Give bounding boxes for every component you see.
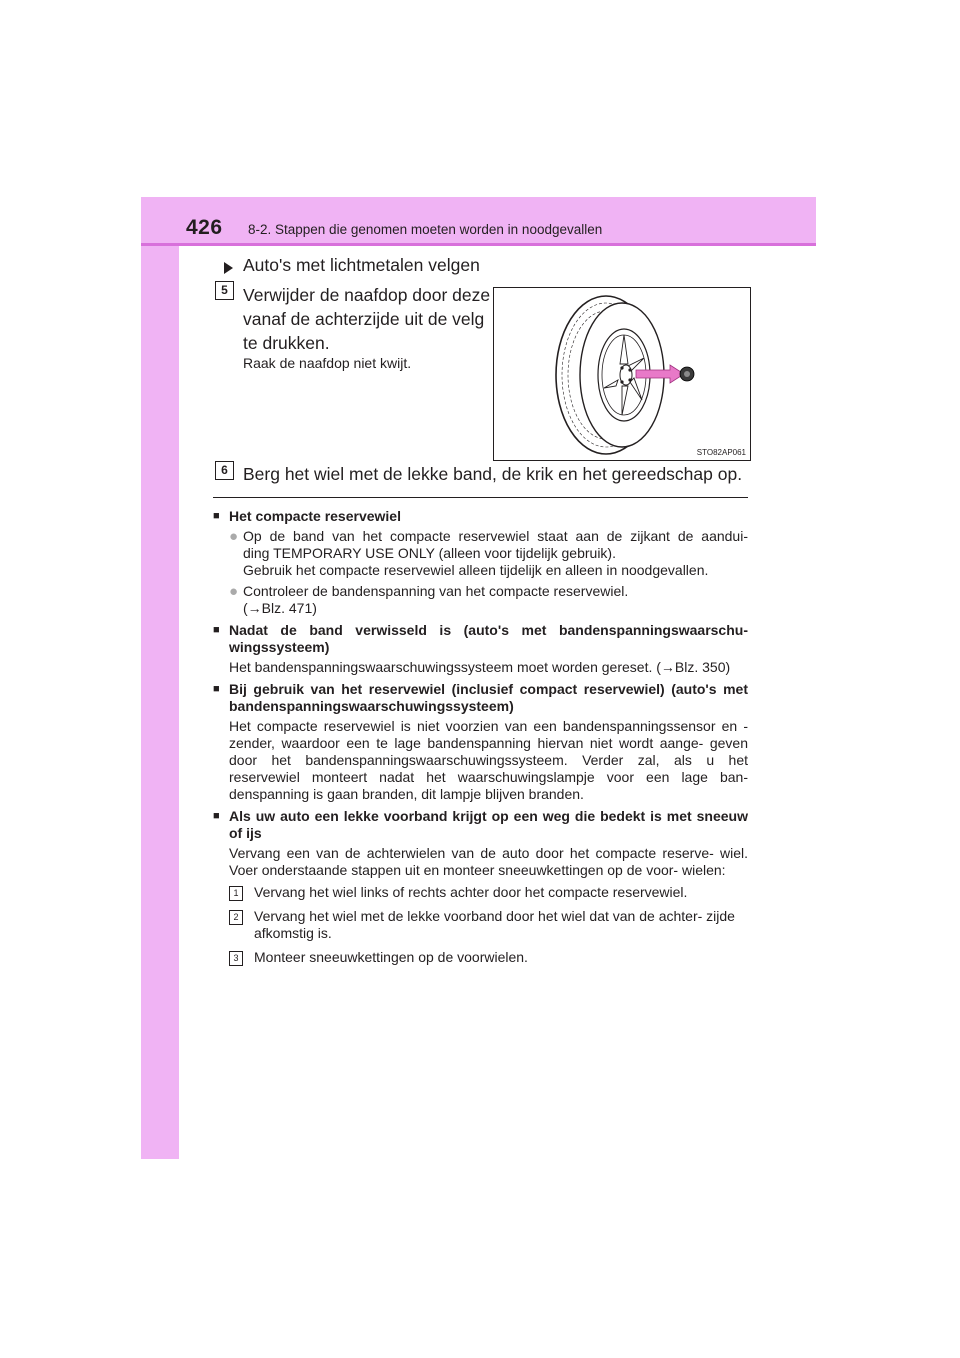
step-5-line: Verwijder de naafdop door deze	[243, 285, 491, 305]
note-compact-spare	[213, 508, 748, 617]
numbered-item	[229, 884, 748, 901]
step-5-line: vanaf de achterzijde uit de velg	[243, 309, 485, 329]
notes-section	[213, 508, 748, 973]
note-body: Vervang een van de achterwielen van de auto door het compacte reserve- wiel. Voer onderstaande stappen uit en monteer sneeuwkettingen op de voor- wielen:	[229, 845, 748, 878]
bullet-line: Gebruik het compacte reservewiel alleen tijdelijk en alleen in noodgevallen.	[243, 562, 709, 578]
note-title: Het compacte reservewiel	[229, 508, 401, 524]
bullet-line: Op de band van het compacte reservewiel staat aan de zijkant de aandui-	[243, 528, 748, 544]
bullet-line: ding TEMPORARY USE ONLY (alleen voor tijdelijk gebruik).	[243, 545, 616, 561]
step-6-text: Berg het wiel met de lekke band, de krik en het gereedschap op.	[243, 464, 743, 484]
step-5-text	[243, 283, 491, 355]
tire-drawing	[494, 288, 750, 460]
item-number-box: 1	[229, 886, 243, 901]
item-text: Monteer sneeuwkettingen op de voorwielen.	[254, 949, 528, 965]
note-spare-use	[213, 681, 748, 803]
note-snow-ice	[213, 808, 748, 966]
circle-bullet-icon: ●	[229, 583, 239, 600]
note-body: Het compacte reservewiel is niet voorzien van een bandenspanningssensor en -zender, waardoor een te lage bandenspanning hiervan niet wordt aange- geven door het bandenspanningswaarschuwingssysteem. Verder zal, als u het reservewiel monteert nadat het waarschuwingslampje voor een lage ban- denspanning is gaan branden, dit lampje blijven branden.	[229, 718, 748, 802]
subheading: Auto's met lichtmetalen velgen	[243, 255, 480, 275]
note-after-change	[213, 622, 748, 676]
page-number: 426	[186, 216, 223, 239]
bullet-line: (→Blz. 471)	[243, 600, 317, 616]
square-bullet-icon: ■	[213, 810, 220, 822]
note-title: Als uw auto een lekke voorband krijgt op een weg die bedekt is met sneeuw of ijs	[229, 808, 748, 841]
square-bullet-icon: ■	[213, 624, 220, 636]
step-5-line: te drukken.	[243, 333, 330, 353]
chapter-sidebar-band	[141, 197, 179, 1159]
step-number-box: 5	[215, 281, 234, 300]
bullet-item	[213, 528, 748, 579]
illustration-code: STO82AP061	[696, 448, 746, 457]
numbered-item	[229, 908, 748, 942]
note-title: Bij gebruik van het reservewiel (inclusief compact reservewiel) (auto's met bandenspanningswaarschuwingssysteem)	[229, 681, 748, 714]
numbered-item	[229, 949, 748, 966]
step-number-box: 6	[215, 461, 234, 480]
header-rule	[141, 243, 816, 246]
section-title: 8-2. Stappen die genomen moeten worden in noodgevallen	[248, 222, 603, 237]
step-5-note: Raak de naafdop niet kwijt.	[243, 355, 412, 371]
bullet-line: Controleer de bandenspanning van het compacte reservewiel.	[243, 583, 629, 599]
bullet-item	[213, 583, 748, 617]
item-number-box: 3	[229, 951, 243, 966]
divider	[213, 497, 748, 498]
item-text: Vervang het wiel met de lekke voorband door het wiel dat van de achter- zijde afkomstig is.	[254, 908, 735, 941]
note-body: Het bandenspanningswaarschuwingssysteem moet worden gereset. (→Blz. 350)	[229, 659, 731, 675]
item-number-box: 2	[229, 910, 243, 925]
item-text: Vervang het wiel links of rechts achter door het compacte reservewiel.	[254, 884, 688, 900]
circle-bullet-icon: ●	[229, 528, 239, 545]
triangle-arrow-icon	[224, 262, 233, 274]
square-bullet-icon: ■	[213, 683, 220, 695]
note-title: Nadat de band verwisseld is (auto's met bandenspanningswaarschu- wingssysteem)	[229, 622, 748, 655]
square-bullet-icon: ■	[213, 510, 220, 522]
tire-illustration	[493, 287, 751, 461]
